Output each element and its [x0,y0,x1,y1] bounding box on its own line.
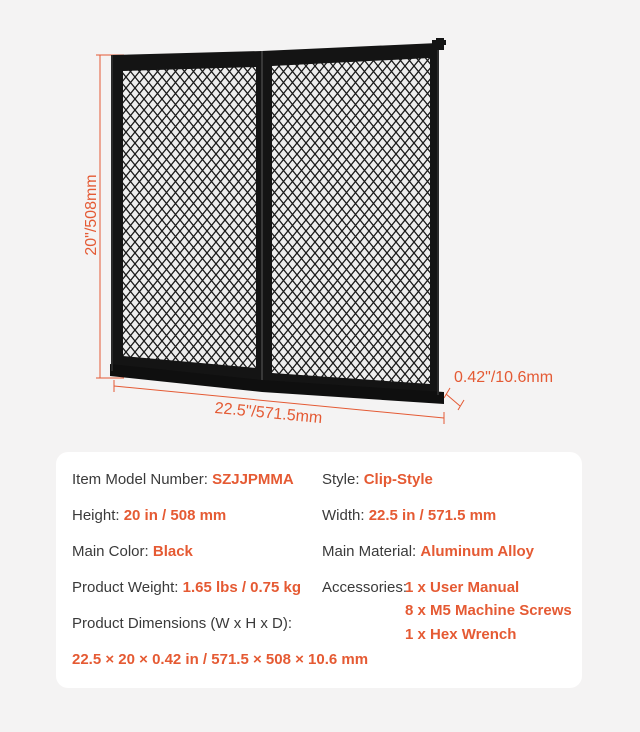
accessory-item: 1 x User Manual [405,579,520,596]
spec-main-color [72,542,193,562]
spec-label: Height: [72,507,120,524]
spec-label: Width: [322,507,365,524]
spec-label: Item Model Number: [72,471,208,488]
spec-product-weight [72,578,301,598]
spec-value: Aluminum Alloy [420,543,534,560]
spec-label: Main Material: [322,543,417,560]
spec-value: 22.5 in / 571.5 mm [368,507,497,524]
right-panel [262,43,438,400]
spec-label: Product Dimensions (W x H x D): [72,615,293,632]
spec-item-model [72,470,294,490]
spec-accessories [322,578,407,598]
depth-label: 0.42"/10.6mm [454,369,554,386]
spec-value: 20 in / 508 mm [123,507,227,524]
accessory-item: 8 x M5 Machine Screws [405,602,572,619]
depth-dimension-line [444,388,464,410]
spec-value: 1.65 lbs / 0.75 kg [182,579,302,596]
spec-product-dimensions [72,614,292,634]
left-panel [112,51,262,389]
spec-label: Main Color: [72,543,149,560]
spec-height [72,506,226,526]
spec-label: Style: [322,471,360,488]
spec-style [322,470,433,490]
spec-product-dimensions-value [72,650,368,670]
height-label: 20"/508mm [83,174,100,256]
spec-label: Accessories: [322,579,408,596]
specifications-card [56,452,582,688]
spec-value: 22.5 × 20 × 0.42 in / 571.5 × 508 × 10.6 mm [72,651,369,668]
spec-value: SZJJPMMA [212,471,294,488]
spec-label: Product Weight: [72,579,179,596]
spec-value: Black [152,543,193,560]
spec-main-material [322,542,534,562]
accessory-item: 1 x Hex Wrench [405,626,517,643]
spec-width [322,506,496,526]
spec-value: Clip-Style [363,471,433,488]
width-label: 22.5"/571.5mm [213,399,323,428]
